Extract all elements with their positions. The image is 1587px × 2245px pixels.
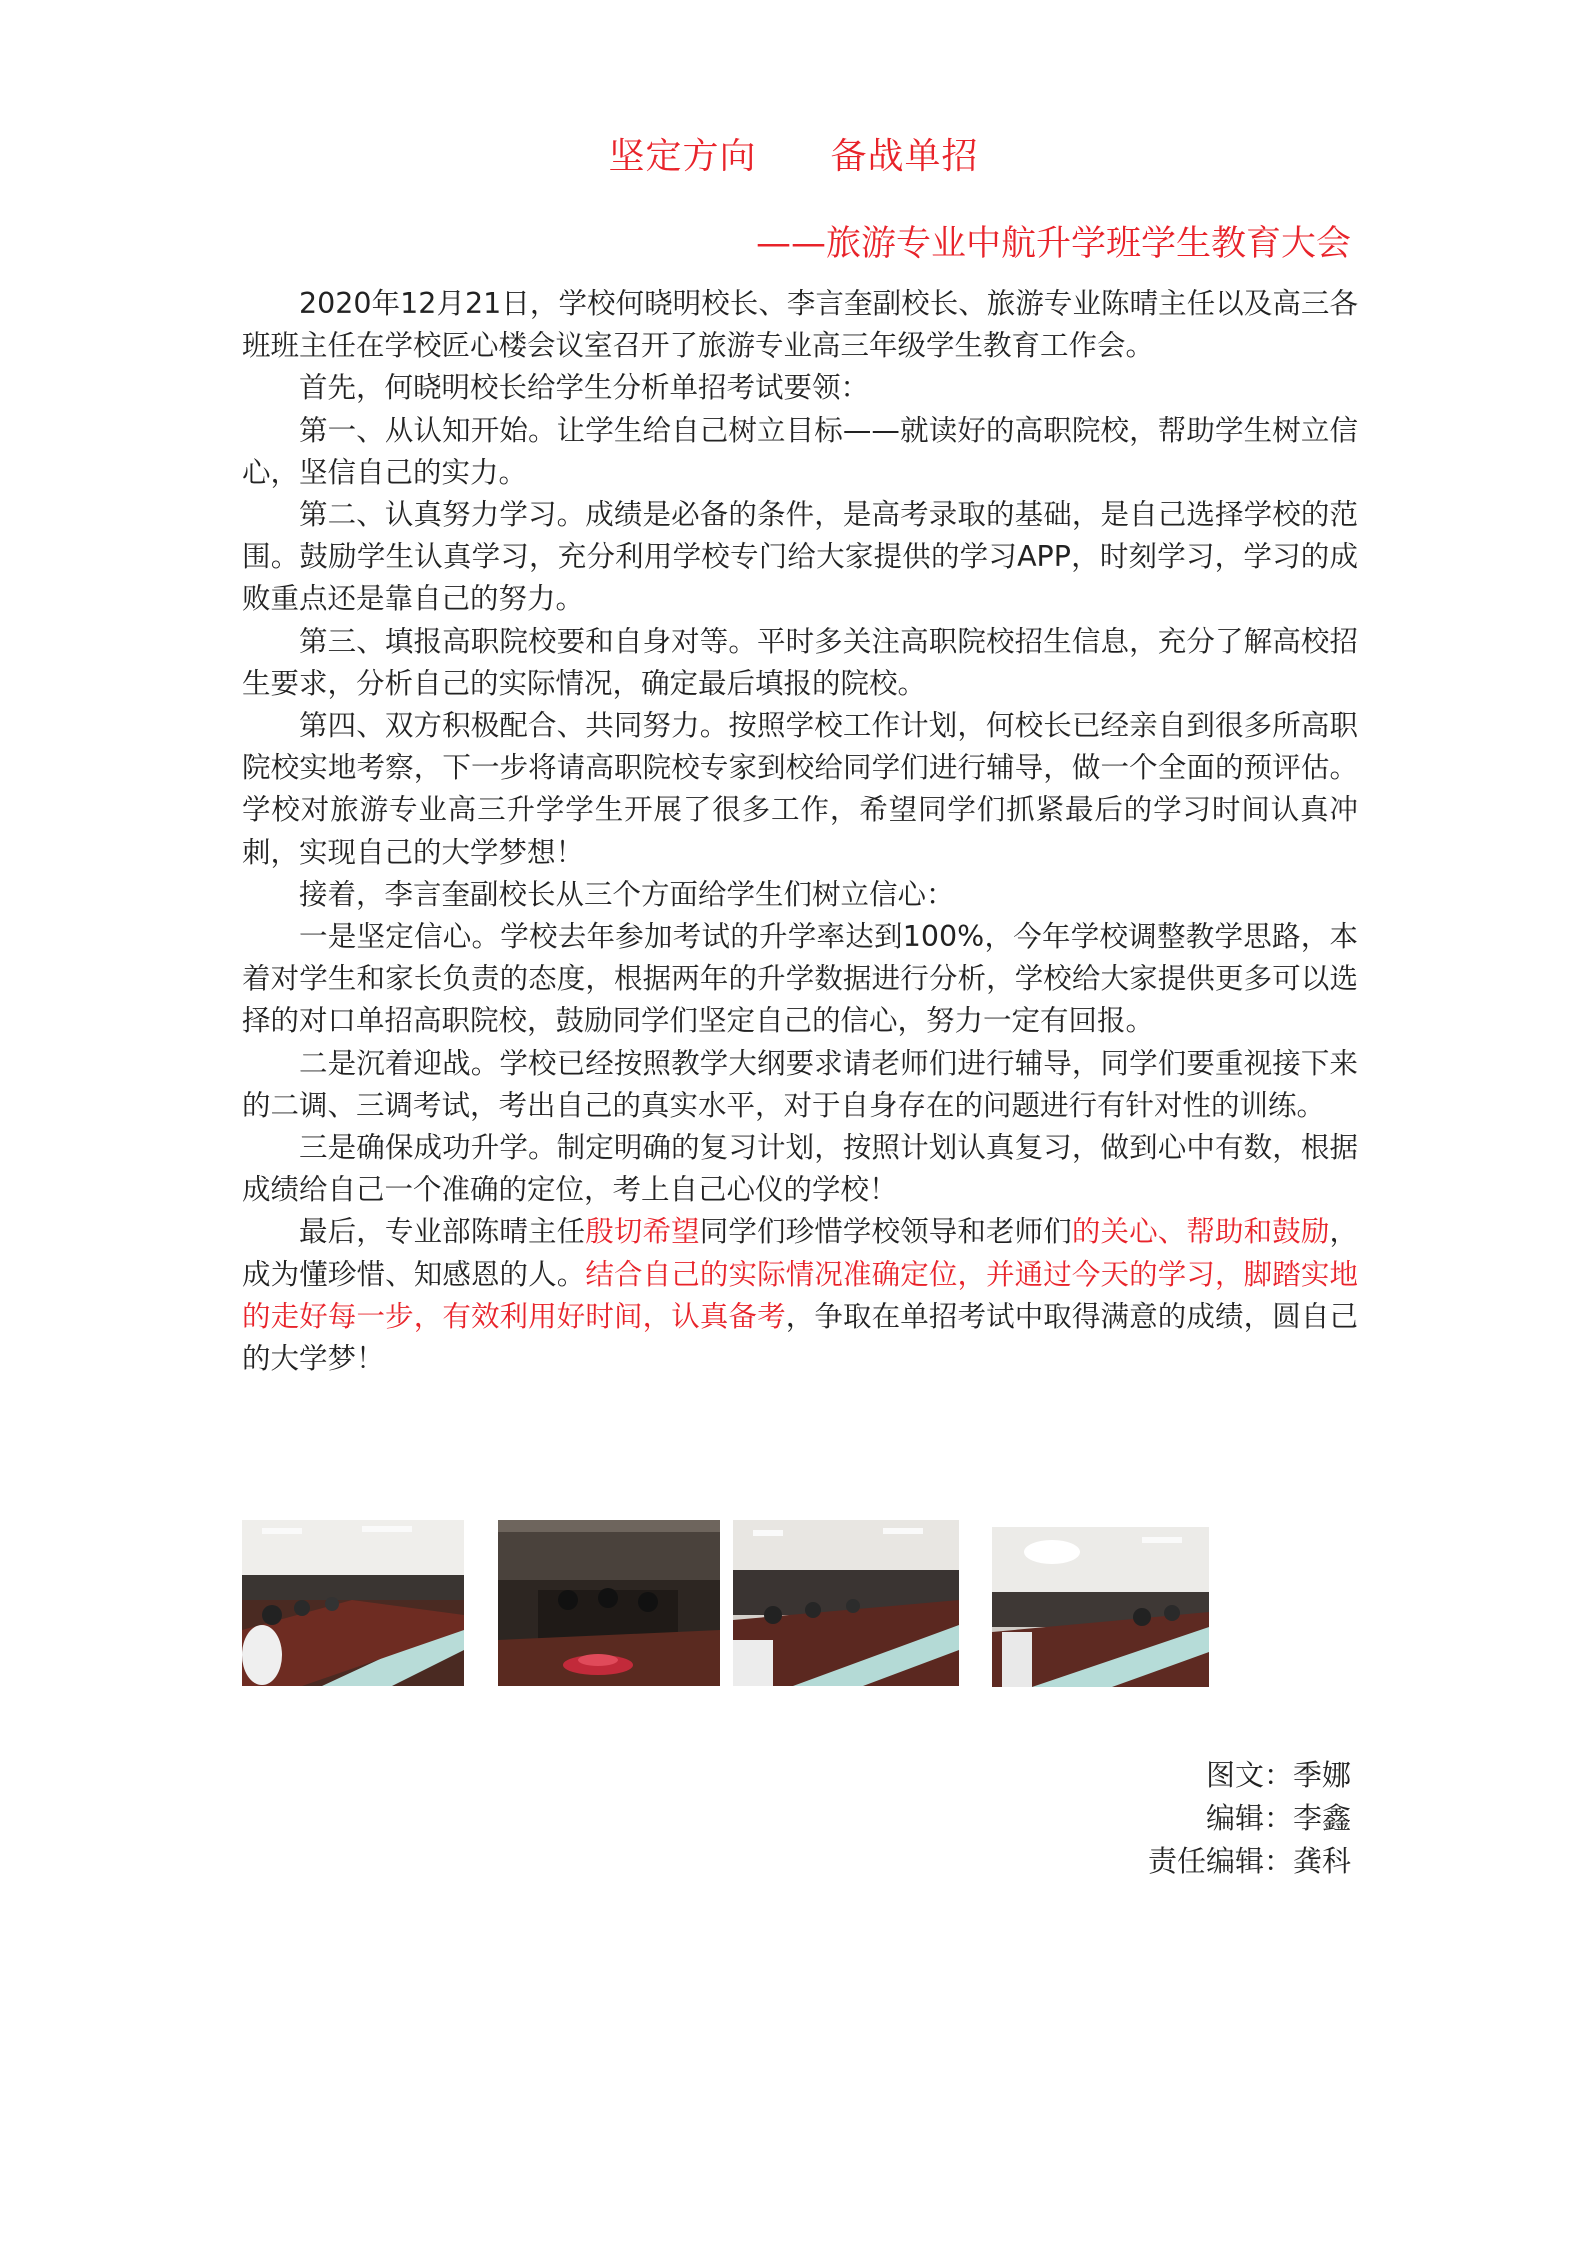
meeting-photo-2	[498, 1520, 720, 1686]
meeting-photo-1	[242, 1520, 464, 1686]
final-text: ，成为懂珍惜、知感恩的人。	[242, 1215, 1358, 1291]
highlight-text: 结合自己的实际情况准确定位，并通过今天的学习，脚踏实地的走好每一步，有效利用好时间，认真备考	[242, 1257, 1358, 1333]
paragraph: 二是沉着迎战。学校已经按照教学大纲要求请老师们进行辅导，同学们要重视接下来的二调、三调考试，考出自己的真实水平，对于自身存在的问题进行有针对性的训练。	[242, 1046, 1358, 1122]
photo-text-credit: 图文：季娜	[1205, 1758, 1351, 1792]
article-body	[242, 283, 1358, 1380]
article-title: 坚定方向 备战单招	[608, 136, 979, 177]
final-text: 同学们珍惜学校领导和老师们	[699, 1215, 1072, 1249]
paragraph: 一是坚定信心。学校去年参加考试的升学率达到100%，今年学校调整教学思路，本着对学生和家长负责的态度，根据两年的升学数据进行分析，学校给大家提供更多可以选择的对口单招高职院校，鼓励同学们坚定自己的信心，努力一定有回报。	[242, 920, 1358, 1038]
editor-credit: 编辑：李鑫	[1205, 1801, 1351, 1835]
highlight-text: 的关心、帮助和鼓励	[1071, 1215, 1330, 1249]
paragraph: 三是确保成功升学。制定明确的复习计划，按照计划认真复习，做到心中有数，根据成绩给自己一个准确的定位，考上自己心仪的学校！	[242, 1131, 1358, 1207]
final-text: ，争取在单招考试中取得满意的成绩，圆自己的大学梦！	[242, 1299, 1358, 1376]
paragraph: 2020年12月21日，学校何晓明校长、李言奎副校长、旅游专业陈晴主任以及高三各班班主任在学校匠心楼会议室召开了旅游专业高三年级学生教育工作会。	[242, 287, 1358, 363]
paragraph: 第一、从认知开始。让学生给自己树立目标——就读好的高职院校，帮助学生树立信心，坚信自己的实力。	[242, 413, 1358, 489]
paragraph: 接着，李言奎副校长从三个方面给学生们树立信心：	[299, 877, 955, 911]
final-text: 最后，专业部陈晴主任	[299, 1215, 586, 1249]
chief-editor-credit: 责任编辑：龚科	[1147, 1844, 1351, 1878]
highlight-text: 殷切希望	[585, 1215, 700, 1249]
article-subtitle: ——旅游专业中航升学班学生教育大会	[755, 224, 1351, 264]
meeting-photo-3	[733, 1520, 959, 1686]
final-paragraph	[242, 1211, 1358, 1380]
paragraph: 第三、填报高职院校要和自身对等。平时多关注高职院校招生信息，充分了解高校招生要求，分析自己的实际情况，确定最后填报的院校。	[242, 624, 1358, 700]
paragraph: 第二、认真努力学习。成绩是必备的条件，是高考录取的基础，是自己选择学校的范围。鼓励学生认真学习，充分利用学校专门给大家提供的学习APP，时刻学习，学习的成败重点还是靠自己的努力。	[242, 498, 1358, 616]
credits-block	[1148, 1754, 1351, 1883]
paragraph: 第四、双方积极配合、共同努力。按照学校工作计划，何校长已经亲自到很多所高职院校实地考察，下一步将请高职院校专家到校给同学们进行辅导，做一个全面的预评估。学校对旅游专业高三升学学生开展了很多工作，希望同学们抓紧最后的学习时间认真冲刺，实现自己的大学梦想！	[242, 709, 1358, 869]
meeting-photo-4	[992, 1527, 1209, 1687]
paragraph: 首先，何晓明校长给学生分析单招考试要领：	[299, 371, 870, 405]
